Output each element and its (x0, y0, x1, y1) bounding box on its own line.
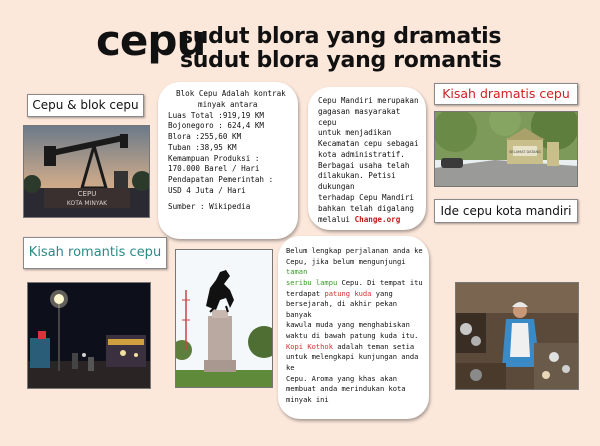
kisah-romantis-story: Belum lengkap perjalanan anda ke Cepu, jika belum mengunjungi taman seribu lampu Cepu. Di tempat itu terdapat patung kuda yang bersejarah, di akhir pekan banyak kawula muda yang menghabiskan waktu di bawah patung kuda itu. Kopi Kothok adalah teman setia untuk melengkapi kunjungan anda ke Cepu. Aroma yang khas akan membuat anda merindukan kota minyak ini (278, 236, 429, 419)
highlight-kopi-kothok: Kopi Kothok (286, 341, 333, 351)
label-kisah-dramatis: Kisah dramatis cepu (434, 83, 578, 105)
oil-pump-photo (23, 125, 150, 218)
highlight-seribu-lampu: seribu lampu (286, 277, 338, 287)
gate-sign-text: SELAMAT DATANG (509, 150, 541, 154)
label-cepu-blok: Cepu & blok cepu (27, 94, 144, 117)
label-kisah-romantis: Kisah romantis cepu (23, 237, 167, 269)
label-ide-mandiri: Ide cepu kota mandiri (434, 199, 578, 223)
cepu-mandiri-info: Cepu Mandiri merupakan gagasan masyarakat cepu untuk menjadikan Kecamatan cepu sebagai kota administratif. Berbagai usaha telah dilakukan. Petisi dukungan terhadap Cepu Mandiri bahkan telah digalang melalui Change.org (308, 87, 426, 230)
page-title: cepu (96, 16, 206, 65)
subtitle-dramatis: sudut blora yang dramatis (180, 24, 502, 49)
change-org-link[interactable]: Change.org (354, 214, 401, 224)
subtitle-romantis: sudut blora yang romantis (180, 48, 502, 73)
oil-sign-text: CEPU (77, 190, 97, 198)
highlight-patung-kuda: patung kuda (324, 288, 372, 298)
coffee-vendor-photo (455, 282, 579, 390)
oil-sign-text-2: KOTA MINYAK (66, 200, 108, 207)
night-market-photo (27, 282, 151, 389)
gate-monument-photo (434, 111, 578, 187)
highlight-taman: taman (286, 267, 308, 277)
horse-statue-photo (175, 249, 273, 388)
blok-cepu-info: Blok Cepu Adalah kontrak minyak antara Luas Total :919,19 KM Bojonegoro : 624,4 KM Blora :255,60 KM Tuban :38,95 KM Kemampuan Produksi : 170.000 Barel / Hari Pendapatan Pemerintah : USD 4 Juta / Hari Sumber : Wikipedia (158, 82, 298, 239)
